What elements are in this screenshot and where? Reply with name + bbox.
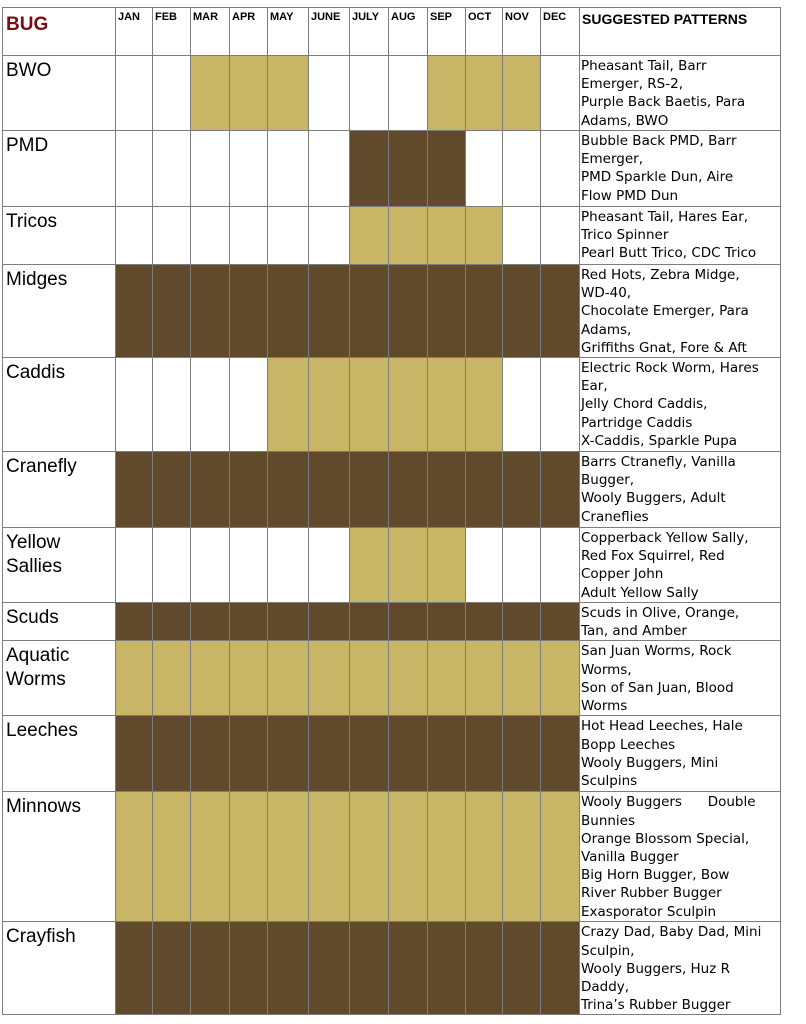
pattern-line: Wooly Buggers, Adult xyxy=(581,490,726,507)
month-cell-july xyxy=(350,641,389,716)
month-cell-june xyxy=(309,922,350,1015)
month-header-dec: DEC xyxy=(541,8,580,56)
month-cell-aug xyxy=(389,716,428,792)
month-cell-june xyxy=(309,641,350,716)
pattern-line: Sculpins xyxy=(581,773,638,790)
month-cell-mar xyxy=(191,641,230,716)
month-cell-apr xyxy=(230,792,268,922)
month-cell-june xyxy=(309,452,350,528)
month-cell-oct xyxy=(466,56,503,131)
month-cell-dec xyxy=(541,131,580,207)
month-cell-may xyxy=(268,922,309,1015)
month-cell-jan xyxy=(116,131,153,207)
bug-name: Cranefly xyxy=(3,452,116,528)
month-cell-jan xyxy=(116,452,153,528)
pattern-line: Crazy Dad, Baby Dad, Mini xyxy=(581,924,762,941)
month-cell-may xyxy=(268,265,309,358)
table-row xyxy=(3,452,781,528)
month-cell-oct xyxy=(466,358,503,452)
month-cell-apr xyxy=(230,56,268,131)
month-cell-apr xyxy=(230,207,268,265)
pattern-line: Electric Rock Worm, Hares xyxy=(581,360,759,377)
month-cell-may xyxy=(268,603,309,641)
month-cell-sep xyxy=(428,452,466,528)
month-header-apr: APR xyxy=(230,8,268,56)
pattern-line: Trico Spinner xyxy=(581,227,669,244)
pattern-line: Worms xyxy=(581,698,628,715)
month-cell-may xyxy=(268,792,309,922)
month-cell-may xyxy=(268,207,309,265)
month-cell-nov xyxy=(503,641,541,716)
month-cell-june xyxy=(309,207,350,265)
pattern-line: WD-40, xyxy=(581,285,632,302)
month-cell-july xyxy=(350,56,389,131)
month-cell-mar xyxy=(191,131,230,207)
month-cell-mar xyxy=(191,528,230,603)
pattern-line: Orange Blossom Special, xyxy=(581,830,750,847)
month-cell-feb xyxy=(153,452,191,528)
bug-name: BWO xyxy=(3,56,116,131)
month-cell-dec xyxy=(541,265,580,358)
bug-name: Leeches xyxy=(3,716,116,792)
table-row xyxy=(3,603,781,641)
month-cell-aug xyxy=(389,358,428,452)
suggested-patterns xyxy=(580,641,781,716)
month-cell-apr xyxy=(230,358,268,452)
suggested-patterns xyxy=(580,792,781,922)
month-cell-june xyxy=(309,716,350,792)
month-header-mar: MAR xyxy=(191,8,230,56)
pattern-line: Sculpin, xyxy=(581,942,635,959)
month-cell-sep xyxy=(428,922,466,1015)
month-cell-nov xyxy=(503,358,541,452)
month-cell-july xyxy=(350,716,389,792)
month-cell-sep xyxy=(428,207,466,265)
pattern-line: Emerger, RS-2, xyxy=(581,76,684,93)
month-cell-nov xyxy=(503,528,541,603)
month-cell-jan xyxy=(116,641,153,716)
month-cell-oct xyxy=(466,792,503,922)
month-cell-feb xyxy=(153,641,191,716)
month-cell-july xyxy=(350,452,389,528)
month-cell-jan xyxy=(116,265,153,358)
month-cell-oct xyxy=(466,603,503,641)
suggested-patterns xyxy=(580,358,781,452)
month-cell-apr xyxy=(230,452,268,528)
pattern-line: Craneflies xyxy=(581,508,649,525)
pattern-line: Barrs Ctranefly, Vanilla xyxy=(581,454,736,471)
month-header-june: JUNE xyxy=(309,8,350,56)
pattern-line: Flow PMD Dun xyxy=(581,187,679,204)
month-cell-oct xyxy=(466,207,503,265)
month-cell-feb xyxy=(153,56,191,131)
pattern-line: Daddy, xyxy=(581,979,630,996)
month-cell-may xyxy=(268,358,309,452)
month-cell-aug xyxy=(389,922,428,1015)
suggested-patterns xyxy=(580,922,781,1015)
pattern-line: Hot Head Leeches, Hale xyxy=(581,718,743,735)
month-cell-mar xyxy=(191,603,230,641)
month-header-nov: NOV xyxy=(503,8,541,56)
pattern-line: Wooly Buggers, Mini xyxy=(581,754,719,771)
month-cell-dec xyxy=(541,207,580,265)
month-cell-july xyxy=(350,207,389,265)
bug-column-header: BUG xyxy=(3,8,116,56)
month-cell-aug xyxy=(389,641,428,716)
pattern-line: Red Hots, Zebra Midge, xyxy=(581,267,740,283)
pattern-line: Exasporator Sculpin xyxy=(581,903,717,920)
table-row xyxy=(3,131,781,207)
month-cell-may xyxy=(268,452,309,528)
pattern-line: X-Caddis, Sparkle Pupa xyxy=(581,432,738,449)
month-cell-mar xyxy=(191,452,230,528)
month-cell-feb xyxy=(153,131,191,207)
hatch-chart-table xyxy=(2,7,781,1015)
month-cell-aug xyxy=(389,207,428,265)
pattern-line: Son of San Juan, Blood xyxy=(581,679,734,696)
month-cell-feb xyxy=(153,207,191,265)
month-cell-may xyxy=(268,56,309,131)
pattern-line: Bubble Back PMD, Barr xyxy=(581,133,737,149)
month-cell-nov xyxy=(503,603,541,641)
pattern-line: Pheasant Tail, Hares Ear, xyxy=(581,209,749,225)
suggested-patterns xyxy=(580,528,781,603)
table-body xyxy=(3,56,781,1015)
table-row xyxy=(3,56,781,131)
month-cell-aug xyxy=(389,528,428,603)
pattern-line: Chocolate Emerger, Para xyxy=(581,303,749,320)
month-cell-mar xyxy=(191,207,230,265)
month-cell-jan xyxy=(116,716,153,792)
bug-name: PMD xyxy=(3,131,116,207)
month-cell-oct xyxy=(466,265,503,358)
month-cell-sep xyxy=(428,265,466,358)
month-header-jan: JAN xyxy=(116,8,153,56)
month-cell-dec xyxy=(541,792,580,922)
month-cell-may xyxy=(268,131,309,207)
month-cell-jan xyxy=(116,56,153,131)
month-header-oct: OCT xyxy=(466,8,503,56)
month-cell-may xyxy=(268,528,309,603)
month-header-aug: AUG xyxy=(389,8,428,56)
month-cell-july xyxy=(350,358,389,452)
table-row xyxy=(3,358,781,452)
pattern-line: Partridge Caddis xyxy=(581,414,693,431)
month-cell-feb xyxy=(153,603,191,641)
month-cell-nov xyxy=(503,265,541,358)
month-cell-jan xyxy=(116,528,153,603)
month-cell-june xyxy=(309,56,350,131)
pattern-line: Griffiths Gnat, Fore & Aft xyxy=(581,339,747,356)
header-row xyxy=(3,8,781,56)
suggested-patterns xyxy=(580,716,781,792)
pattern-line: Bunnies xyxy=(581,812,636,829)
month-cell-mar xyxy=(191,358,230,452)
month-cell-mar xyxy=(191,716,230,792)
month-cell-aug xyxy=(389,131,428,207)
month-header-july: JULY xyxy=(350,8,389,56)
month-cell-mar xyxy=(191,922,230,1015)
month-cell-aug xyxy=(389,603,428,641)
table-row xyxy=(3,641,781,716)
month-cell-sep xyxy=(428,131,466,207)
month-cell-june xyxy=(309,131,350,207)
table-row xyxy=(3,792,781,922)
pattern-line: Scuds in Olive, Orange, xyxy=(581,605,740,622)
month-cell-dec xyxy=(541,922,580,1015)
month-cell-july xyxy=(350,265,389,358)
month-header-may: MAY xyxy=(268,8,309,56)
bug-name: Minnows xyxy=(3,792,116,922)
month-cell-sep xyxy=(428,358,466,452)
pattern-line: PMD Sparkle Dun, Aire xyxy=(581,169,734,186)
month-cell-apr xyxy=(230,131,268,207)
pattern-line: River Rubber Bugger xyxy=(581,885,722,902)
table-row xyxy=(3,716,781,792)
month-cell-apr xyxy=(230,641,268,716)
month-cell-feb xyxy=(153,265,191,358)
pattern-line: Emerger, xyxy=(581,151,644,168)
pattern-line: Adult Yellow Sally xyxy=(581,584,699,601)
patterns-column-header: SUGGESTED PATTERNS xyxy=(580,8,781,56)
month-cell-nov xyxy=(503,452,541,528)
month-cell-nov xyxy=(503,716,541,792)
pattern-line: Bugger, xyxy=(581,472,635,489)
month-cell-feb xyxy=(153,358,191,452)
pattern-line: Adams, xyxy=(581,321,632,338)
month-cell-june xyxy=(309,528,350,603)
suggested-patterns xyxy=(580,603,781,641)
month-cell-july xyxy=(350,131,389,207)
suggested-patterns xyxy=(580,131,781,207)
pattern-line: Pearl Butt Trico, CDC Trico xyxy=(581,245,757,262)
suggested-patterns xyxy=(580,56,781,131)
table-row xyxy=(3,922,781,1015)
month-cell-aug xyxy=(389,452,428,528)
suggested-patterns xyxy=(580,207,781,265)
month-cell-june xyxy=(309,792,350,922)
month-cell-oct xyxy=(466,452,503,528)
month-cell-mar xyxy=(191,792,230,922)
month-cell-oct xyxy=(466,922,503,1015)
month-cell-sep xyxy=(428,528,466,603)
month-cell-dec xyxy=(541,452,580,528)
month-cell-jan xyxy=(116,792,153,922)
month-cell-dec xyxy=(541,358,580,452)
month-cell-apr xyxy=(230,603,268,641)
month-cell-sep xyxy=(428,641,466,716)
month-cell-apr xyxy=(230,265,268,358)
table-row xyxy=(3,207,781,265)
month-cell-july xyxy=(350,922,389,1015)
month-cell-feb xyxy=(153,922,191,1015)
month-cell-jan xyxy=(116,207,153,265)
pattern-line: Trina’s Rubber Bugger xyxy=(581,997,731,1014)
month-cell-nov xyxy=(503,56,541,131)
bug-name: Yellow Sallies xyxy=(3,528,116,603)
month-cell-may xyxy=(268,641,309,716)
month-cell-aug xyxy=(389,56,428,131)
pattern-line: Worms, xyxy=(581,661,632,678)
pattern-line: Bopp Leeches xyxy=(581,736,676,753)
bug-name: Tricos xyxy=(3,207,116,265)
month-cell-nov xyxy=(503,922,541,1015)
month-cell-dec xyxy=(541,56,580,131)
pattern-line: Adams, BWO xyxy=(581,112,669,129)
month-cell-may xyxy=(268,716,309,792)
month-cell-june xyxy=(309,358,350,452)
month-cell-july xyxy=(350,603,389,641)
month-cell-june xyxy=(309,603,350,641)
bug-name: Midges xyxy=(3,265,116,358)
table-row xyxy=(3,528,781,603)
pattern-line: Red Fox Squirrel, Red xyxy=(581,548,725,565)
pattern-line: Wooly Buggers, Huz R xyxy=(581,960,731,977)
month-cell-sep xyxy=(428,603,466,641)
bug-name: Crayfish xyxy=(3,922,116,1015)
bug-name: Aquatic Worms xyxy=(3,641,116,716)
month-cell-jan xyxy=(116,922,153,1015)
month-cell-oct xyxy=(466,641,503,716)
bug-name: Scuds xyxy=(3,603,116,641)
month-cell-apr xyxy=(230,922,268,1015)
pattern-line: Pheasant Tail, Barr xyxy=(581,58,707,74)
month-cell-july xyxy=(350,792,389,922)
month-cell-sep xyxy=(428,716,466,792)
pattern-line: Copper John xyxy=(581,566,664,583)
month-cell-oct xyxy=(466,131,503,207)
month-cell-mar xyxy=(191,265,230,358)
month-cell-jan xyxy=(116,603,153,641)
month-cell-june xyxy=(309,265,350,358)
pattern-line: Copperback Yellow Sally, xyxy=(581,530,749,547)
month-cell-sep xyxy=(428,56,466,131)
pattern-line: Jelly Chord Caddis, xyxy=(581,396,708,413)
month-cell-aug xyxy=(389,265,428,358)
month-cell-apr xyxy=(230,716,268,792)
pattern-line: Vanilla Bugger xyxy=(581,849,679,866)
month-cell-aug xyxy=(389,792,428,922)
month-cell-dec xyxy=(541,641,580,716)
month-cell-july xyxy=(350,528,389,603)
pattern-line: Wooly Buggers Double xyxy=(581,794,756,811)
month-cell-dec xyxy=(541,528,580,603)
pattern-line: San Juan Worms, Rock xyxy=(581,643,732,660)
month-cell-nov xyxy=(503,207,541,265)
table-row xyxy=(3,265,781,358)
pattern-line: Tan, and Amber xyxy=(581,623,687,640)
month-cell-dec xyxy=(541,716,580,792)
month-cell-nov xyxy=(503,131,541,207)
month-cell-feb xyxy=(153,528,191,603)
month-header-sep: SEP xyxy=(428,8,466,56)
month-cell-dec xyxy=(541,603,580,641)
month-cell-nov xyxy=(503,792,541,922)
month-cell-mar xyxy=(191,56,230,131)
bug-name: Caddis xyxy=(3,358,116,452)
pattern-line: Ear, xyxy=(581,378,608,395)
suggested-patterns xyxy=(580,265,781,358)
pattern-line: Purple Back Baetis, Para xyxy=(581,94,746,111)
suggested-patterns xyxy=(580,452,781,528)
month-cell-oct xyxy=(466,716,503,792)
month-cell-feb xyxy=(153,716,191,792)
pattern-line: Big Horn Bugger, Bow xyxy=(581,867,730,884)
month-cell-apr xyxy=(230,528,268,603)
month-header-feb: FEB xyxy=(153,8,191,56)
month-cell-feb xyxy=(153,792,191,922)
month-cell-oct xyxy=(466,528,503,603)
month-cell-jan xyxy=(116,358,153,452)
month-cell-sep xyxy=(428,792,466,922)
